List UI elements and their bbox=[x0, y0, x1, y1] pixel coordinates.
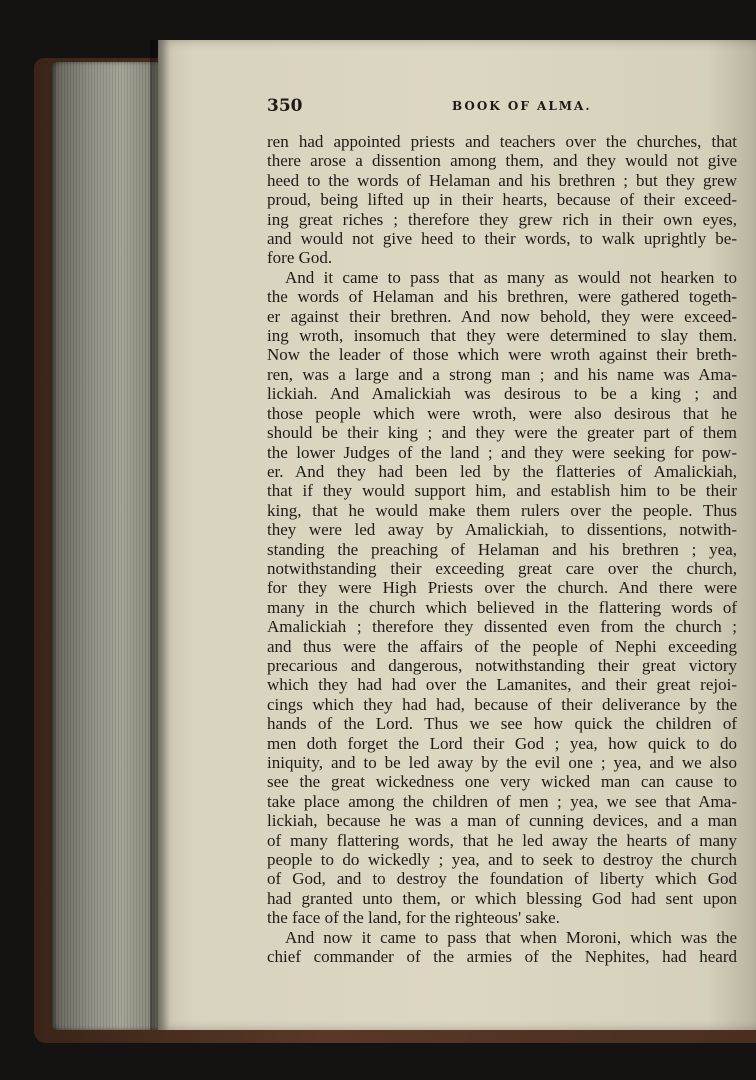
text-line: they were led away by Amalickiah, to dissentions, notwith- bbox=[267, 520, 737, 540]
text-line: heed to the words of Helaman and his brethren ; but they grew bbox=[267, 170, 737, 190]
text-line: fore God. bbox=[267, 248, 333, 268]
text-line: which they had had over the Lamanites, and their great rejoi- bbox=[267, 675, 737, 695]
running-head: BOOK OF ALMA. bbox=[452, 99, 592, 113]
text-line: of many flattering words, that he led away the hearts of many bbox=[267, 830, 737, 850]
page-text bbox=[267, 132, 737, 966]
text-line: er. And they had been led by the flatteries of Amalickiah, bbox=[267, 461, 737, 481]
text-line: er against their brethren. And now behold, they were exceed- bbox=[267, 306, 737, 326]
page-edges bbox=[52, 62, 160, 1030]
text-line: and would not give heed to their words, to walk uprightly be- bbox=[267, 229, 737, 249]
text-line: take place among the children of men ; yea, we see that Ama- bbox=[267, 791, 737, 811]
text-line: lickiah, because he was a man of cunning devices, and a man bbox=[267, 811, 737, 831]
text-line: for they were High Priests over the church. And there were bbox=[267, 578, 737, 598]
text-line: hands of the Lord. Thus we see how quick the children of bbox=[267, 714, 737, 734]
text-line: ing wroth, insomuch that they were determined to slay them. bbox=[267, 326, 737, 346]
text-line: And it came to pass that as many as would not hearken to bbox=[285, 267, 737, 287]
text-line: And now it came to pass that when Moroni, which was the bbox=[285, 927, 737, 947]
text-line: the lower Judges of the land ; and they were seeking for pow- bbox=[267, 442, 737, 462]
page-number: 350 bbox=[267, 96, 303, 116]
page-header bbox=[267, 96, 737, 116]
text-line: that if they would support him, and establish him to be their bbox=[267, 481, 737, 501]
text-line: men doth forget the Lord their God ; yea, how quick to do bbox=[267, 733, 737, 753]
text-line: people to do wickedly ; yea, and to seek to destroy the church bbox=[267, 850, 737, 870]
text-line: of God, and to destroy the foundation of liberty which God bbox=[267, 869, 737, 889]
text-line: ren had appointed priests and teachers over the churches, that bbox=[267, 132, 737, 151]
text-line: precarious and dangerous, notwithstanding their great victory bbox=[267, 655, 737, 675]
text-line: should be their king ; and they were the greater part of them bbox=[267, 423, 737, 443]
text-line: the face of the land, for the righteous' sake. bbox=[267, 908, 560, 928]
text-line: ren, was a large and a strong man ; and his name was Ama- bbox=[267, 364, 737, 384]
text-line: ing great riches ; therefore they grew rich in their own eyes, bbox=[267, 209, 737, 229]
text-line: lickiah. And Amalickiah was desirous to be a king ; and bbox=[267, 384, 737, 404]
text-line: king, that he would make them rulers over the people. Thus bbox=[267, 500, 737, 520]
text-line: there arose a dissention among them, and they would not give bbox=[267, 151, 737, 171]
text-line: proud, being lifted up in their hearts, because of their exceed- bbox=[267, 190, 737, 210]
text-line: Amalickiah ; therefore they dissented even from the church ; bbox=[267, 617, 737, 637]
text-line: Now the leader of those which were wroth against their breth- bbox=[267, 345, 737, 365]
text-line: chief commander of the armies of the Nephites, had heard bbox=[267, 947, 737, 967]
text-line: the words of Helaman and his brethren, were gathered togeth- bbox=[267, 287, 737, 307]
gutter-shadow bbox=[150, 40, 170, 1030]
text-line: notwithstanding their exceeding great care over the church, bbox=[267, 558, 737, 578]
text-line: iniquity, and to be led away by the evil one ; yea, and we also bbox=[267, 753, 737, 772]
text-line: had granted unto them, or which blessing God had sent upon bbox=[267, 888, 737, 908]
text-line: and thus were the affairs of the people of Nephi exceeding bbox=[267, 636, 737, 656]
text-line: standing the preaching of Helaman and his brethren ; yea, bbox=[267, 539, 737, 559]
text-line: those people which were wroth, were also desirous that he bbox=[267, 403, 737, 423]
text-line: see the great wickedness one very wicked man can cause to bbox=[267, 772, 737, 792]
text-line: many in the church which believed in the flattering words of bbox=[267, 597, 737, 617]
text-line: cings which they had had, because of their deliverance by the bbox=[267, 694, 737, 714]
